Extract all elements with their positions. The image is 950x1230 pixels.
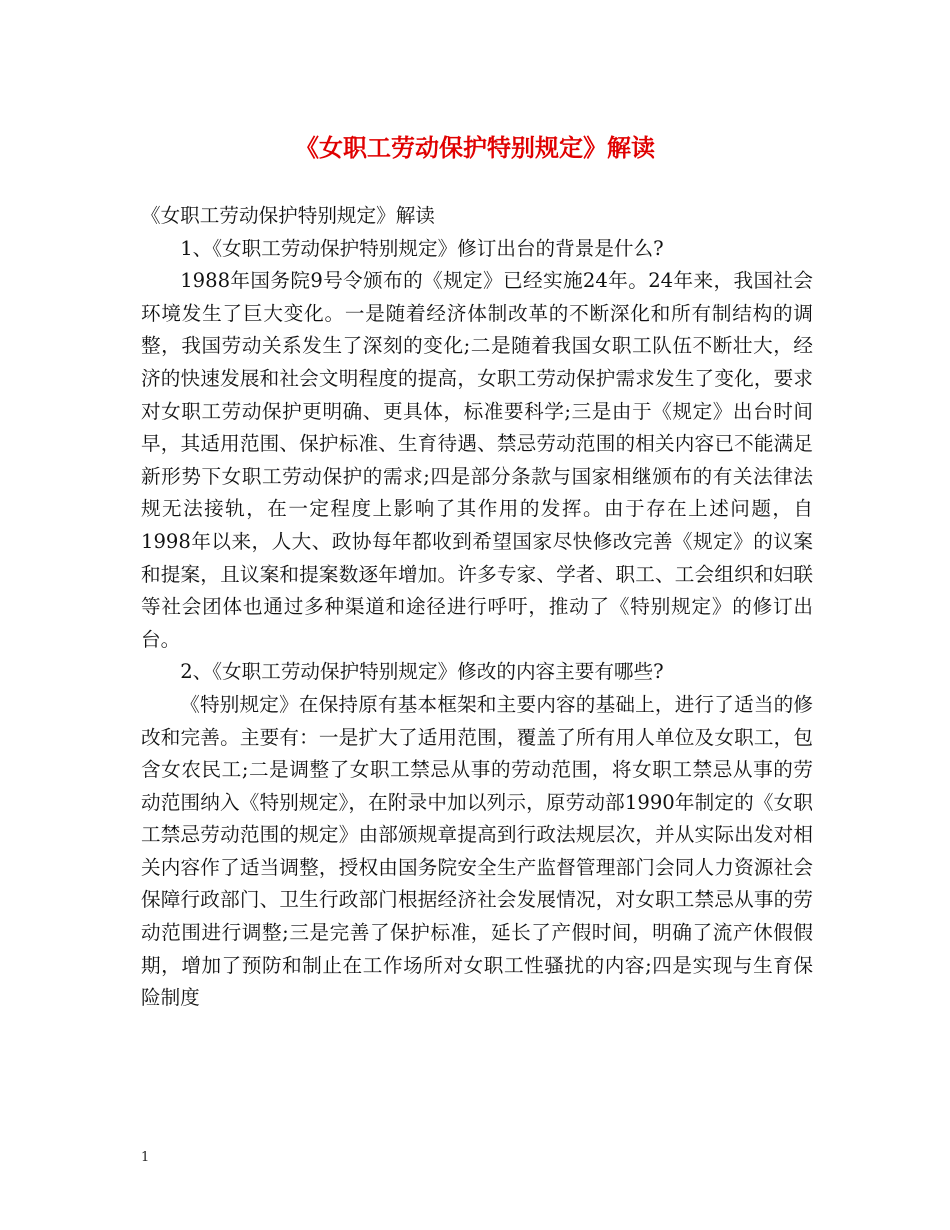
paragraph: 1、《女职工劳动保护特别规定》修订出台的背景是什么? xyxy=(180,236,664,260)
document-title: 《女职工劳动保护特别规定》解读 xyxy=(295,133,655,162)
paragraph: 《特别规定》在保持原有基本框架和主要内容的基础上，进行了适当的修改和完善。主要有：一是扩大了适用范围，覆盖了所有用人单位及女职工，包含女农民工;二是调整了女职工禁忌从事的劳动范围，将女职工禁忌从事的劳动范围纳入《特别规定》，在附录中加以列示，原劳动部1990年制定的《女职工禁忌劳动范围的规定》由部颁规章提高到行政法规层次，并从实际出发对相关内容作了适当调整，授权由国务院安全生产监督管理部门会同人力资源社会保障行政部门、卫生行政部门根据经济社会发展情况，对女职工禁忌从事的劳动范围进行调整;三是完善了保护标准，延长了产假时间，明确了流产休假假期，增加了预防和制止在工作场所对女职工性骚扰的内容;四是实现与生育保险制度 xyxy=(141,692,813,1010)
paragraph: 《女职工劳动保护特别规定》解读 xyxy=(141,204,435,227)
paragraph: 1988年国务院9号令颁布的《规定》已经实施24年。24年来，我国社会环境发生了巨大变化。一是随着经济体制改革的不断深化和所有制结构的调整，我国劳动关系发生了深刻的变化;二是随着我国女职工队伍不断壮大，经济的快速发展和社会文明程度的提高，女职工劳动保护需求发生了变化，要求对女职工劳动保护更明确、更具体，标准要科学;三是由于《规定》出台时间早，其适用范围、保护标准、生育待遇、禁忌劳动范围的相关内容已不能满足新形势下女职工劳动保护的需求;四是部分条款与国家相继颁布的有关法律法规无法接轨，在一定程度上影响了其作用的发挥。由于存在上述问题，自1998年以来，人大、政协每年都收到希望国家尽快修改完善《规定》的议案和提案，且议案和提案数逐年增加。许多专家、学者、职工、工会组织和妇联等社会团体也通过多种渠道和途径进行呼吁，推动了《特别规定》的修订出台。 xyxy=(141,269,813,651)
document-body xyxy=(141,200,813,1015)
paragraph: 2、《女职工劳动保护特别规定》修改的内容主要有哪些? xyxy=(180,660,664,684)
page-number: 1 xyxy=(141,1150,150,1165)
